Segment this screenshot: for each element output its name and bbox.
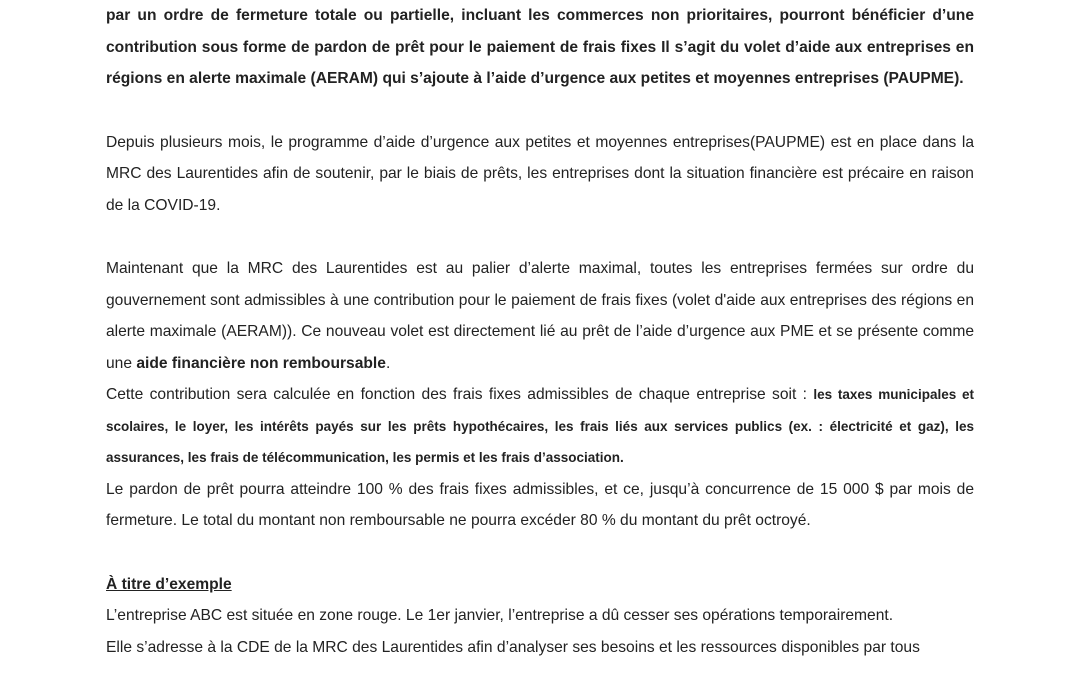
contribution-text: Cette contribution sera calculée en fonction des frais fixes admissibles de chaque entreprise soit :	[106, 386, 814, 403]
paupme-paragraph: Depuis plusieurs mois, le programme d’aide d’urgence aux petites et moyennes entreprises(PAUPME) est en place dans la MRC des Laurentides afin de soutenir, par le biais de prêts, les entreprises dont la situation financière est précaire en raison de la COVID-19.	[106, 133, 974, 214]
intro-bold-paragraph: par un ordre de fermeture totale ou partielle, incluant les commerces non prioritaires, pourront bénéficier d’une contribution sous forme de pardon de prêt pour le paiement de frais fixes Il s’agit du volet d’aide aux entreprises en régions en alerte maximale (AERAM) qui s’ajoute à l’aide d’urgence aux petites et moyennes entreprises (PAUPME).	[106, 7, 974, 87]
alert-level-text: Maintenant que la MRC des Laurentides est au palier d’alerte maximal, toutes les entreprises fermées sur ordre du gouvernement sont admissibles à une contribution pour le paiement de frais fixes (volet d'aide aux entreprises des régions en alerte maximale (AERAM)). Ce nouveau volet est directement lié au prêt de l’aide d’urgence aux PME et se présente comme une	[106, 260, 974, 372]
example-paragraph: L’entreprise ABC est située en zone rouge. Le 1er janvier, l’entreprise a dû cesser ses opérations temporairement.	[106, 607, 894, 624]
paragraph-spacer	[106, 95, 974, 127]
alert-level-end: .	[385, 354, 391, 372]
eligible-fees-list: les taxes municipales et scolaires, le loyer, les intérêts payés sur les prêts hypothécaires, les frais liés aux services publics (ex. : électricité et gaz), les assurances, les frais de télécommunication, les permis et les frais d’association.	[106, 387, 974, 465]
loan-forgiveness-paragraph: Le pardon de prêt pourra atteindre 100 % des frais fixes admissibles, et ce, jusqu’à concurrence de 15 000 $ par mois de fermeture. Le total du montant non remboursable ne pourra excéder 80 % du montant du prêt octroyé.	[106, 480, 974, 529]
non-refundable-emphasis: aide financière non remboursable	[136, 354, 386, 372]
document-body	[106, 0, 974, 663]
cut-off-paragraph: Elle s’adresse à la CDE de la MRC des Laurentides afin d’analyser ses besoins et les ressources disponibles par tous	[106, 638, 920, 656]
paragraph-spacer	[106, 537, 974, 569]
example-heading: À titre d’exemple	[106, 575, 232, 593]
contribution-paragraph	[106, 379, 974, 474]
paragraph-spacer	[106, 221, 974, 253]
alert-level-paragraph	[106, 253, 974, 379]
